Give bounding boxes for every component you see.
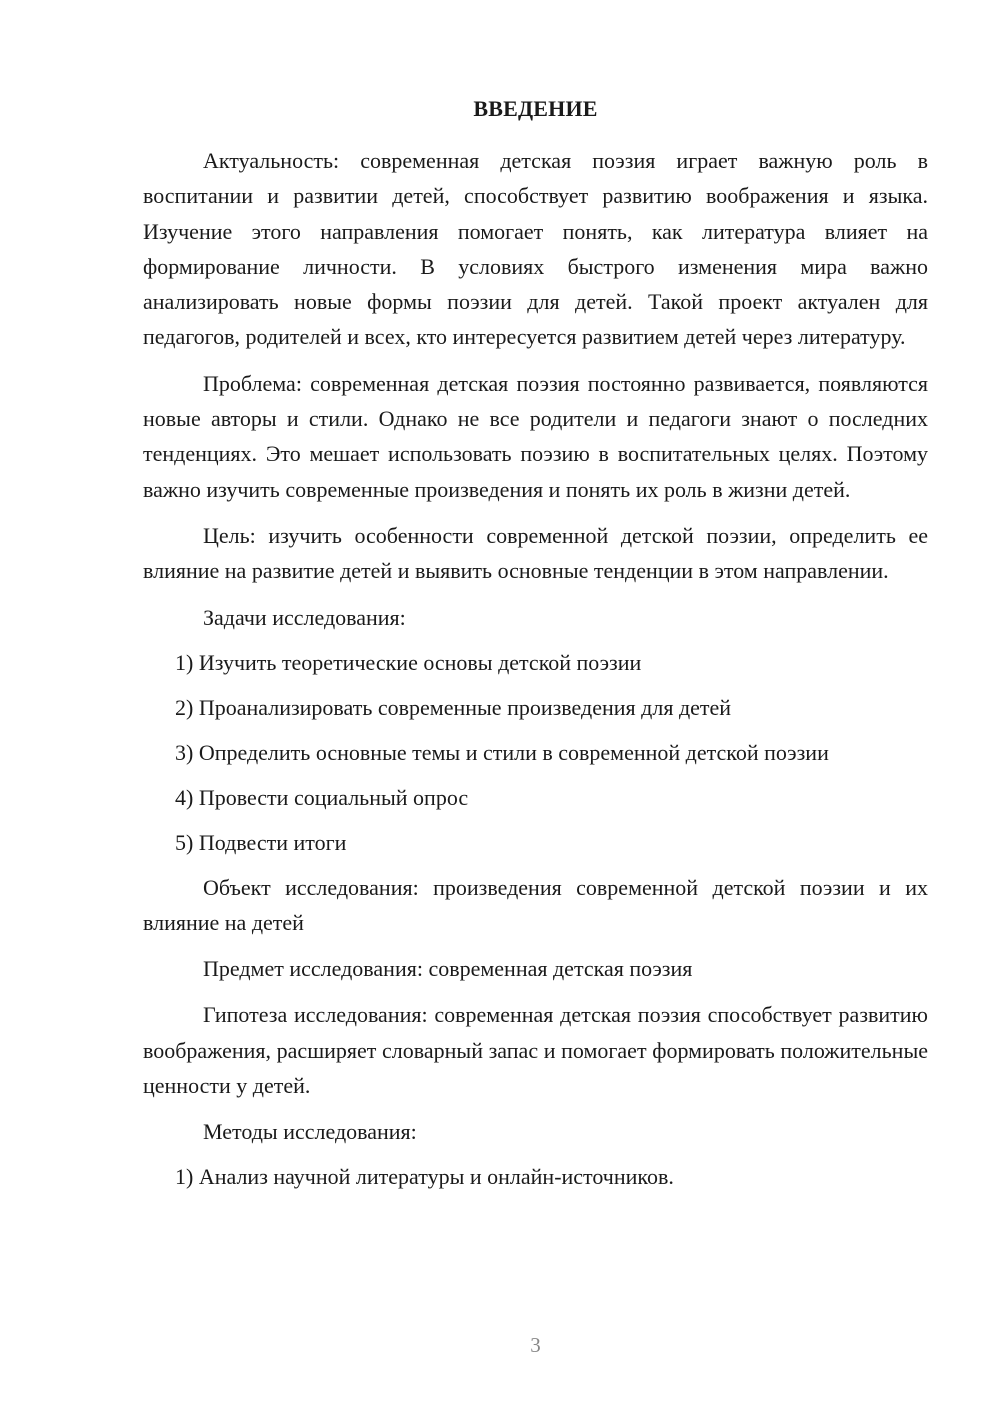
subject-paragraph: Предмет исследования: современная детская поэзия — [203, 956, 693, 982]
actuality-paragraph: Актуальность: современная детская поэзия играет важную роль в воспитании и развитии детей, способствует развитию воображения и языка. Изучение этого направления помогает понять, как литература влияет на формирование личности. В условиях быстрого изменения мира важно анализировать новые формы поэзии для детей. Такой проект актуален для педагогов, родителей и всех, кто интересуется развитием детей через литературу. — [143, 148, 928, 350]
hypothesis-paragraph: Гипотеза исследования: современная детская поэзия способствует развитию воображения, расширяет словарный запас и помогает формировать положительные ценности у детей. — [143, 1002, 928, 1099]
section-heading: ВВЕДЕНИЕ — [473, 96, 598, 121]
tasks-title: Задачи исследования: — [203, 604, 406, 630]
list-item: 5) Подвести итоги — [175, 829, 347, 855]
goal-paragraph: Цель: изучить особенности современной детской поэзии, определить ее влияние на развитие детей и выявить основные тенденции в этом направлении. — [143, 522, 928, 584]
object-paragraph: Объект исследования: произведения современной детской поэзии и их влияние на детей — [143, 874, 928, 935]
page-number: 3 — [530, 1333, 541, 1357]
methods-list — [143, 1159, 928, 1194]
list-item: 4) Провести социальный опрос — [175, 784, 469, 810]
document-page — [143, 94, 928, 1204]
methods-title: Методы исследования: — [203, 1119, 417, 1145]
list-item: 3) Определить основные темы и стили в современной детской поэзии — [175, 739, 829, 765]
list-item: 1) Изучить теоретические основы детской поэзии — [175, 649, 642, 675]
tasks-list — [143, 645, 928, 860]
list-item: 1) Анализ научной литературы и онлайн-источников. — [175, 1164, 674, 1190]
list-item: 2) Проанализировать современные произведения для детей — [175, 694, 732, 720]
problem-paragraph: Проблема: современная детская поэзия постоянно развивается, появляются новые авторы и стили. Однако не все родители и педагоги знают о последних тенденциях. Это мешает использовать поэзию в воспитательных целях. Поэтому важно изучить современные произведения и понять их роль в жизни детей. — [143, 370, 928, 502]
